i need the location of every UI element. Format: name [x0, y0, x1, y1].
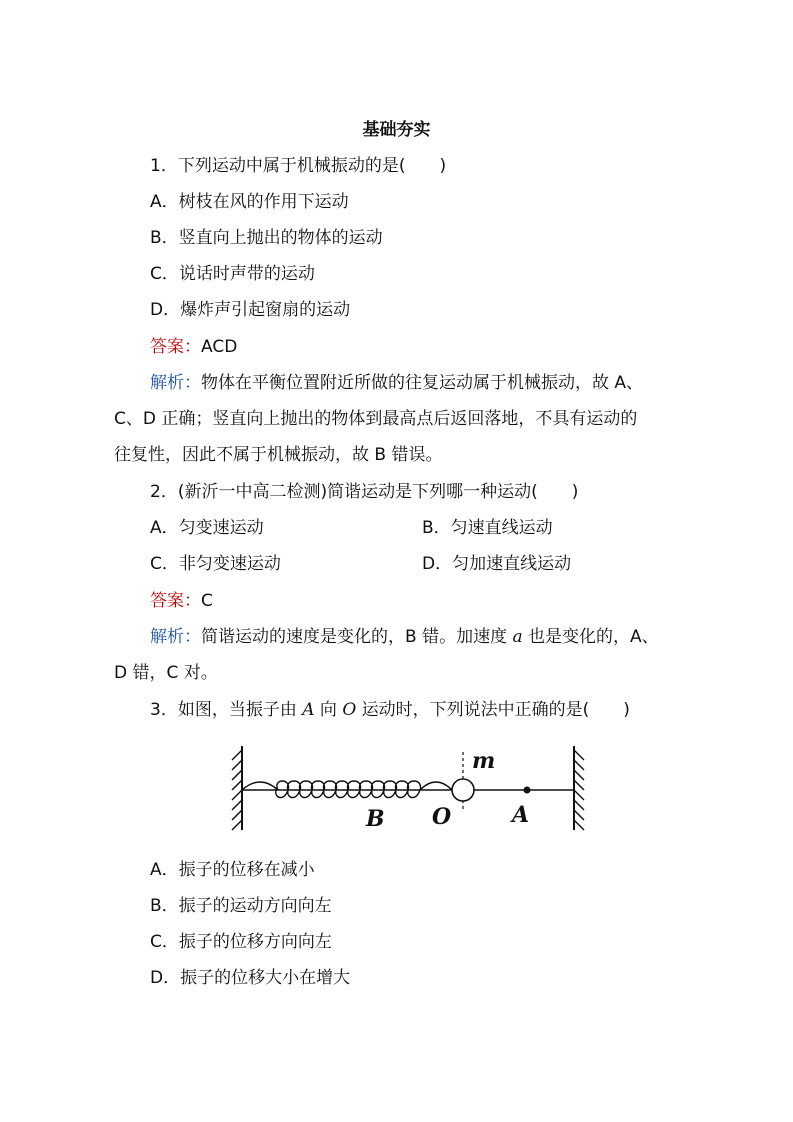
q1-option-c: C．说话时声带的运动	[150, 264, 315, 284]
q1-answer-label: 答案：	[150, 337, 201, 357]
q1-option-b: B．竖直向上抛出的物体的运动	[150, 228, 383, 248]
section-title: 基础夯实	[362, 120, 431, 140]
q2-option-d: D．匀加速直线运动	[422, 554, 572, 574]
q3-stem-b: 向	[314, 700, 343, 720]
q3-stem	[150, 698, 630, 722]
left-wall-hatching	[232, 750, 242, 830]
label-b: B	[366, 806, 385, 832]
q2-analysis-var: a	[512, 627, 523, 647]
q1-analysis-line-3: 往复性，因此不属于机械振动，故 B 错误。	[114, 445, 443, 465]
spring-oscillator-figure	[222, 738, 592, 838]
q3-option-a: A．振子的位移在减小	[150, 860, 315, 880]
q3-var-a: A	[302, 700, 315, 720]
q1-analysis-text: 物体在平衡位置附近所做的往复运动属于机械振动，故 A、	[201, 373, 644, 393]
q3-option-d: D．振子的位移大小在增大	[150, 968, 351, 988]
q3-option-b: B．振子的运动方向向左	[150, 896, 332, 916]
q2-analysis-label: 解析：	[150, 627, 201, 647]
q1-analysis-line-1	[150, 371, 643, 395]
q3-option-c: C．振子的位移方向向左	[150, 932, 332, 952]
oscillator-mass	[452, 779, 474, 801]
q2-analysis-line-2: D 错，C 对。	[114, 663, 218, 683]
q1-answer-value: ACD	[201, 337, 238, 357]
label-m: m	[472, 748, 496, 774]
label-a: A	[512, 802, 530, 828]
q2-answer	[150, 589, 213, 613]
q2-stem: 2．(新沂一中高二检测)简谐运动是下列哪一种运动( )	[150, 482, 579, 502]
label-o: O	[432, 804, 452, 830]
q3-stem-a: 3．如图，当振子由	[150, 700, 303, 720]
q2-answer-value: C	[201, 591, 213, 611]
q3-var-o: O	[342, 700, 357, 720]
right-wall-hatching	[574, 750, 584, 830]
q2-option-c: C．非匀变速运动	[150, 554, 281, 574]
q2-analysis-line-1	[150, 625, 659, 649]
q3-stem-c: 运动时，下列说法中正确的是( )	[356, 700, 630, 720]
q2-answer-label: 答案：	[150, 591, 201, 611]
point-a-dot	[524, 787, 531, 794]
q2-option-b: B．匀速直线运动	[422, 518, 553, 538]
q2-analysis-text-b: 也是变化的，A、	[522, 627, 659, 647]
q1-stem: 1．下列运动中属于机械振动的是( )	[150, 156, 447, 176]
q1-analysis-label: 解析：	[150, 373, 201, 393]
q2-option-a: A．匀变速运动	[150, 518, 264, 538]
q1-analysis-line-2: C、D 正确；竖直向上抛出的物体到最高点后返回落地，不具有运动的	[114, 409, 638, 429]
q1-option-d: D．爆炸声引起窗扇的运动	[150, 300, 351, 320]
q2-analysis-text-a: 简谐运动的速度是变化的，B 错。加速度	[201, 627, 513, 647]
q1-answer	[150, 335, 237, 359]
q1-option-a: A．树枝在风的作用下运动	[150, 192, 349, 212]
